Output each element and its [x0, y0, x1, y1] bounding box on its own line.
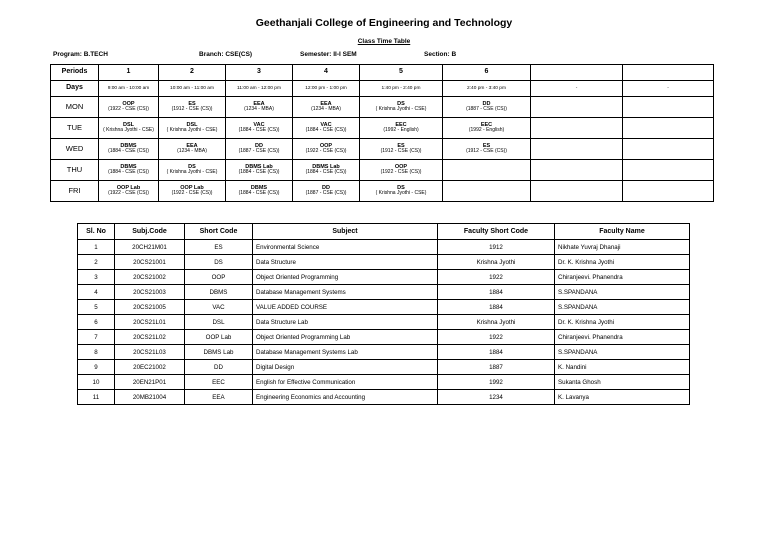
- course-faculty: (1912 - CSE (CS)): [171, 106, 213, 113]
- course-code: EEA: [186, 142, 198, 149]
- timetable: [50, 64, 714, 202]
- timetable-row: [51, 139, 714, 160]
- table-cell: Krishna Jyothi: [438, 315, 555, 330]
- course-code: DBMS Lab: [245, 163, 273, 170]
- table-cell: 20CS21L03: [115, 345, 185, 360]
- timetable-cell: [623, 118, 714, 139]
- timetable-cell: [99, 97, 159, 118]
- table-cell: Digital Design: [253, 360, 438, 375]
- timetable-cell: [159, 97, 226, 118]
- course-code: OOP Lab: [180, 184, 204, 191]
- table-cell: Chiranjeevi. Phanendra: [555, 330, 690, 345]
- course-faculty: (1887 - CSE (CS)): [466, 106, 507, 113]
- timetable-cell: [360, 139, 443, 160]
- period-time: 2:40 pm - 3:40 pm: [443, 81, 531, 97]
- table-row: [78, 345, 690, 360]
- column-header: Sl. No: [78, 224, 115, 240]
- timetable-cell: [623, 181, 714, 202]
- table-cell: Sukanta Ghosh: [555, 375, 690, 390]
- timetable-row: [51, 181, 714, 202]
- course-faculty: (1887 - CSE (CS)): [238, 148, 280, 155]
- period-time: -: [623, 81, 714, 97]
- course-faculty: (1884 - CSE (CS)): [108, 169, 149, 176]
- course-code: EEC: [480, 121, 493, 128]
- course-code: DS: [397, 100, 405, 107]
- course-code: DS: [397, 184, 405, 191]
- table-cell: EEC: [185, 375, 253, 390]
- table-cell: Database Management Systems Lab: [253, 345, 438, 360]
- table-cell: Data Structure: [253, 255, 438, 270]
- timetable-row: [51, 118, 714, 139]
- table-row: [78, 255, 690, 270]
- table-cell: 8: [78, 345, 115, 360]
- table-cell: DBMS Lab: [185, 345, 253, 360]
- timetable-cell: [226, 139, 293, 160]
- timetable-cell: [99, 139, 159, 160]
- timetable-cell: [226, 97, 293, 118]
- column-header: Subject: [253, 224, 438, 240]
- table-cell: 20CH21M01: [115, 240, 185, 255]
- table-cell: 10: [78, 375, 115, 390]
- table-cell: Nikhate Yuvraj Dhanaji: [555, 240, 690, 255]
- column-header: Faculty Name: [555, 224, 690, 240]
- period-time: 11:00 am - 12:00 pm: [226, 81, 293, 97]
- course-code: ES: [397, 142, 405, 149]
- timetable-cell: [531, 97, 623, 118]
- day-label: TUE: [51, 118, 99, 139]
- course-code: EEC: [395, 121, 407, 128]
- course-code: DBMS Lab: [312, 163, 340, 170]
- timetable-cell: [360, 181, 443, 202]
- course-code: DD: [322, 184, 330, 191]
- course-code: OOP: [319, 142, 333, 149]
- table-cell: DD: [185, 360, 253, 375]
- table-cell: 1912: [438, 240, 555, 255]
- day-label: THU: [51, 160, 99, 181]
- timetable-cell: [531, 118, 623, 139]
- course-code: DD: [255, 142, 263, 149]
- timetable-cell: [623, 97, 714, 118]
- table-cell: Dr. K. Krishna Jyothi: [555, 255, 690, 270]
- course-code: OOP: [394, 163, 408, 170]
- period-number: 2: [159, 65, 226, 81]
- course-faculty: (1234 - MBA): [177, 148, 207, 155]
- table-cell: 20CS21005: [115, 300, 185, 315]
- table-row: [78, 390, 690, 405]
- course-faculty: (1234 - MBA): [311, 106, 341, 113]
- column-header: Faculty Short Code: [438, 224, 555, 240]
- timetable-cell: [159, 181, 226, 202]
- table-cell: K. Lavanya: [555, 390, 690, 405]
- table-cell: Dr. K. Krishna Jyothi: [555, 315, 690, 330]
- course-code: VAC: [320, 121, 332, 128]
- course-faculty: ( Krishna Jyothi - CSE): [375, 190, 427, 197]
- college-title: Geethanjali College of Engineering and Technology: [255, 17, 513, 29]
- course-code: VAC: [253, 121, 265, 128]
- timetable-cell: [531, 181, 623, 202]
- table-cell: VALUE ADDED COURSE: [253, 300, 438, 315]
- period-number: 6: [443, 65, 531, 81]
- timetable-cell: [99, 160, 159, 181]
- timetable-cell: [443, 139, 531, 160]
- course-code: DSL: [186, 121, 198, 128]
- course-code: ES: [188, 100, 196, 107]
- table-cell: Engineering Economics and Accounting: [253, 390, 438, 405]
- table-cell: 11: [78, 390, 115, 405]
- table-cell: 2: [78, 255, 115, 270]
- table-cell: 1992: [438, 375, 555, 390]
- timetable-cell: [293, 139, 360, 160]
- period-time: -: [531, 81, 623, 97]
- column-header: Short Code: [185, 224, 253, 240]
- table-cell: OOP: [185, 270, 253, 285]
- table-cell: 20CS21001: [115, 255, 185, 270]
- course-faculty: (1884 - CSE (CS)): [238, 169, 280, 176]
- course-faculty: (1992 - English): [383, 127, 419, 134]
- table-cell: OOP Lab: [185, 330, 253, 345]
- course-faculty: ( Krishna Jyothi - CSE): [103, 127, 154, 134]
- course-code: OOP Lab: [116, 184, 141, 191]
- table-cell: 20CS21002: [115, 270, 185, 285]
- timetable-cell: [443, 181, 531, 202]
- period-time: 9:00 am - 10:00 am: [99, 81, 159, 97]
- period-number: 4: [293, 65, 360, 81]
- timetable-cell: [360, 118, 443, 139]
- timetable-cell: [99, 181, 159, 202]
- course-code: DS: [188, 163, 196, 170]
- day-label: FRI: [51, 181, 99, 202]
- course-faculty: (1884 - CSE (CS)): [238, 127, 280, 134]
- table-cell: 1884: [438, 345, 555, 360]
- table-row: [78, 315, 690, 330]
- course-code: DBMS: [250, 184, 268, 191]
- table-cell: Object Oriented Programming: [253, 270, 438, 285]
- timetable-cell: [226, 181, 293, 202]
- course-faculty: (1922 - CSE (CS)): [305, 148, 347, 155]
- table-cell: Krishna Jyothi: [438, 255, 555, 270]
- course-faculty: (1922 - CSE (CS)): [108, 190, 149, 197]
- timetable-cell: [226, 160, 293, 181]
- period-time: 12:00 pm - 1:00 pm: [293, 81, 360, 97]
- table-cell: 1887: [438, 360, 555, 375]
- table-cell: 6: [78, 315, 115, 330]
- timetable-cell: [531, 160, 623, 181]
- timetable-cell: [623, 160, 714, 181]
- course-faculty: (1234 - MBA): [244, 106, 274, 113]
- table-cell: 20EC21002: [115, 360, 185, 375]
- course-faculty: (1884 - CSE (CS)): [238, 190, 280, 197]
- table-cell: Database Management Systems: [253, 285, 438, 300]
- course-faculty: (1922 - CSE (CS)): [380, 169, 422, 176]
- table-row: [78, 285, 690, 300]
- period-time: 1:40 pm - 2:40 pm: [360, 81, 443, 97]
- table-cell: ES: [185, 240, 253, 255]
- course-faculty: (1884 - CSE (CS)): [305, 169, 347, 176]
- timetable-cell: [360, 97, 443, 118]
- table-row: [78, 240, 690, 255]
- timetable-cell: [360, 160, 443, 181]
- table-cell: S.SPANDANA: [555, 300, 690, 315]
- period-number: [531, 65, 623, 81]
- course-faculty: (1887 - CSE (CS)): [305, 190, 347, 197]
- table-cell: S.SPANDANA: [555, 345, 690, 360]
- course-faculty: ( Krishna Jyothi - CSE): [375, 106, 427, 113]
- timetable-cell: [159, 160, 226, 181]
- subjects-table: [77, 223, 690, 405]
- table-cell: 4: [78, 285, 115, 300]
- table-cell: 9: [78, 360, 115, 375]
- table-cell: English for Effective Communication: [253, 375, 438, 390]
- table-cell: 1922: [438, 330, 555, 345]
- section-label: Section: B: [424, 51, 457, 58]
- table-cell: 1234: [438, 390, 555, 405]
- timetable-cell: [159, 139, 226, 160]
- table-cell: 20CS21003: [115, 285, 185, 300]
- table-cell: 20CS21L02: [115, 330, 185, 345]
- table-cell: 1922: [438, 270, 555, 285]
- timetable-cell: [293, 118, 360, 139]
- period-time: 10:00 am - 11:00 am: [159, 81, 226, 97]
- timetable-cell: [293, 97, 360, 118]
- course-code: ES: [482, 142, 491, 149]
- table-cell: S.SPANDANA: [555, 285, 690, 300]
- course-code: EEA: [320, 100, 332, 107]
- timetable-cell: [99, 118, 159, 139]
- timetable-cell: [623, 139, 714, 160]
- table-row: [78, 270, 690, 285]
- timetable-cell: [159, 118, 226, 139]
- timetable-row: [51, 97, 714, 118]
- table-cell: 7: [78, 330, 115, 345]
- period-number: 5: [360, 65, 443, 81]
- program-label: Program: B.TECH: [53, 51, 108, 58]
- timetable-cell: [443, 118, 531, 139]
- course-faculty: (1912 - CSE (CS)): [466, 148, 507, 155]
- course-faculty: ( Krishna Jyothi - CSE): [166, 169, 218, 176]
- course-code: EEA: [253, 100, 265, 107]
- table-cell: VAC: [185, 300, 253, 315]
- course-code: OOP: [122, 100, 135, 107]
- table-cell: DS: [185, 255, 253, 270]
- table-cell: 5: [78, 300, 115, 315]
- course-faculty: (1922 - CSE (CS)): [171, 190, 213, 197]
- course-code: DBMS: [120, 163, 137, 170]
- course-code: DD: [482, 100, 491, 107]
- day-label: MON: [51, 97, 99, 118]
- periods-label: Periods: [51, 65, 99, 81]
- table-cell: Chiranjeevi. Phanendra: [555, 270, 690, 285]
- table-row: [78, 360, 690, 375]
- table-cell: 1884: [438, 300, 555, 315]
- period-number: 3: [226, 65, 293, 81]
- timetable-cell: [443, 160, 531, 181]
- table-cell: 20EN21P01: [115, 375, 185, 390]
- table-cell: K. Nandini: [555, 360, 690, 375]
- course-code: DBMS: [120, 142, 137, 149]
- table-row: [78, 300, 690, 315]
- table-cell: 20CS21L01: [115, 315, 185, 330]
- table-row: [78, 375, 690, 390]
- timetable-row: [51, 160, 714, 181]
- course-faculty: (1884 - CSE (CS)): [305, 127, 347, 134]
- table-row: [78, 330, 690, 345]
- table-cell: DBMS: [185, 285, 253, 300]
- course-code: DSL: [123, 121, 134, 128]
- table-cell: Environmental Science: [253, 240, 438, 255]
- semester-label: Semester: II-I SEM: [300, 51, 357, 58]
- table-cell: Data Structure Lab: [253, 315, 438, 330]
- document-subtitle: Class Time Table: [357, 38, 411, 45]
- table-cell: EEA: [185, 390, 253, 405]
- table-cell: 1884: [438, 285, 555, 300]
- day-label: WED: [51, 139, 99, 160]
- course-faculty: (1992 - English): [468, 127, 505, 134]
- course-faculty: (1912 - CSE (CS)): [380, 148, 422, 155]
- course-faculty: ( Krishna Jyothi - CSE): [166, 127, 218, 134]
- timetable-cell: [226, 118, 293, 139]
- table-cell: DSL: [185, 315, 253, 330]
- table-cell: Object Oriented Programming Lab: [253, 330, 438, 345]
- table-cell: 3: [78, 270, 115, 285]
- timetable-cell: [531, 139, 623, 160]
- branch-label: Branch: CSE(CS): [199, 51, 253, 58]
- column-header: Subj.Code: [115, 224, 185, 240]
- period-number: [623, 65, 714, 81]
- course-faculty: (1922 - CSE (CS)): [108, 106, 149, 113]
- table-cell: 1: [78, 240, 115, 255]
- timetable-cell: [443, 97, 531, 118]
- period-number: 1: [99, 65, 159, 81]
- days-label: Days: [51, 81, 99, 97]
- timetable-cell: [293, 181, 360, 202]
- course-faculty: (1884 - CSE (CS)): [108, 148, 149, 155]
- table-cell: 20MB21004: [115, 390, 185, 405]
- timetable-cell: [293, 160, 360, 181]
